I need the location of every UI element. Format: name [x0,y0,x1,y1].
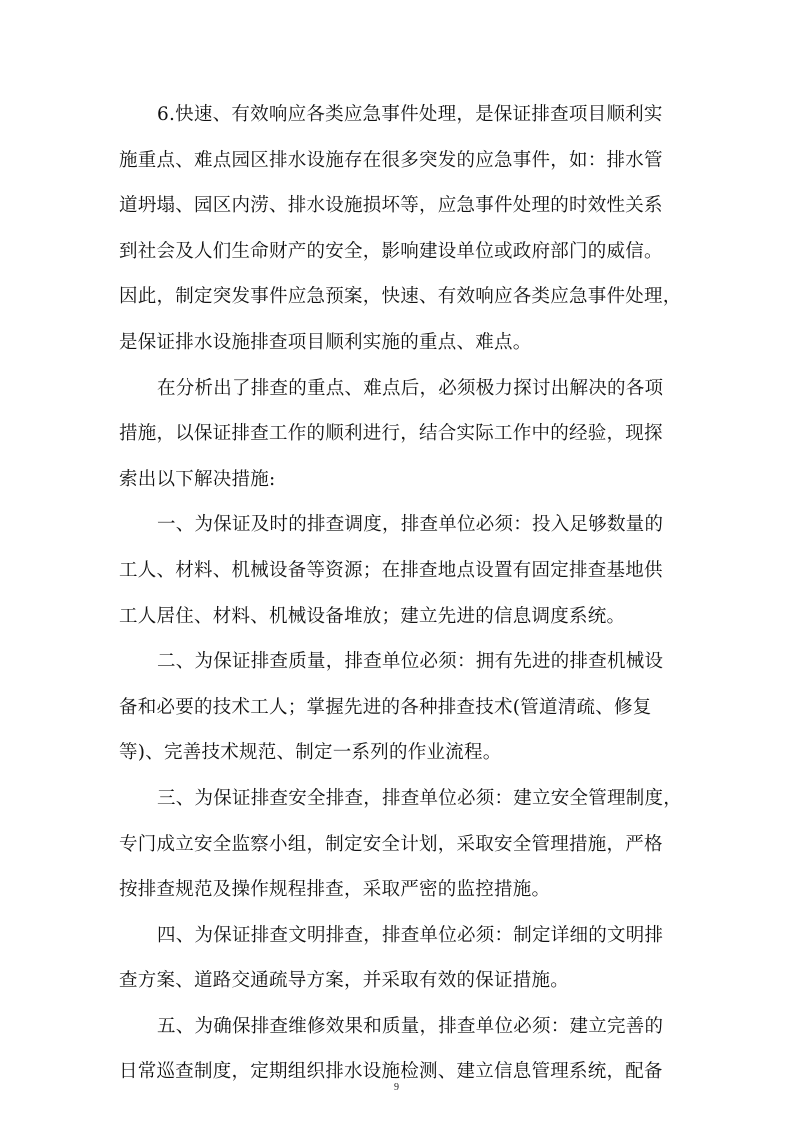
paragraph-measure-4-civilized [119,913,675,1004]
text-line: 备和必要的技术工人；掌握先进的各种排查技术(管道清疏、修复 [119,696,652,718]
text-line: 三、为保证排查安全排查，排查单位必须：建立安全管理制度， [157,787,683,809]
text-line: 专门成立安全监察小组，制定安全计划，采取安全管理措施，严格 [119,833,663,855]
paragraph-measure-2-quality [119,639,675,776]
paragraph-solutions-intro [119,366,675,503]
text-line: 一、为保证及时的排查调度，排查单位必须：投入足够数量的 [157,514,664,536]
text-line: 到社会及人们生命财产的安全，影响建设单位或政府部门的威信。 [119,240,663,262]
text-line: 索出以下解决措施: [119,468,276,490]
text-line: 查方案、道路交通疏导方案，并采取有效的保证措施。 [119,970,570,992]
document-body [119,92,683,1095]
paragraph-measure-3-safety [119,776,683,913]
text-line: 四、为保证排查文明排查，排查单位必须：制定详细的文明排 [157,924,664,946]
text-line: 措施，以保证排查工作的顺利进行，结合实际工作中的经验，现探 [119,423,663,445]
text-line: 等)、完善技术规范、制定一系列的作业流程。 [119,742,502,764]
text-line: 二、为保证排查质量，排查单位必须：拥有先进的排查机械设 [157,651,664,673]
text-line: 五、为确保排查维修效果和质量，排查单位必须：建立完善的 [157,1015,664,1037]
text-line: 因此，制定突发事件应急预案，快速、有效响应各类应急事件处理， [119,286,682,308]
text-line: 是保证排水设施排查项目顺利实施的重点、难点。 [119,331,532,353]
paragraph-emergency-response [119,92,682,366]
text-line: 工人、材料、机械设备等资源；在排查地点设置有固定排查基地供 [119,559,663,581]
paragraph-measure-1-dispatch [119,502,675,639]
text-line: 按排查规范及操作规程排查，采取严密的监控措施。 [119,879,551,901]
text-line: 施重点、难点园区排水设施存在很多突发的应急事件，如：排水管 [119,149,663,171]
text-line: 在分析出了排查的重点、难点后，必须极力探讨出解决的各项 [157,377,664,399]
text-line: 道坍塌、园区内涝、排水设施损坏等，应急事件处理的时效性关系 [119,195,663,217]
text-line: 日常巡查制度，定期组织排水设施检测、建立信息管理系统，配备 [119,1061,663,1083]
page-number: 9 [394,1082,399,1093]
text-line: 6.快速、有效响应各类应急事件处理，是保证排查项目顺利实 [157,104,663,125]
text-line: 工人居住、材料、机械设备堆放；建立先进的信息调度系统。 [119,605,626,627]
